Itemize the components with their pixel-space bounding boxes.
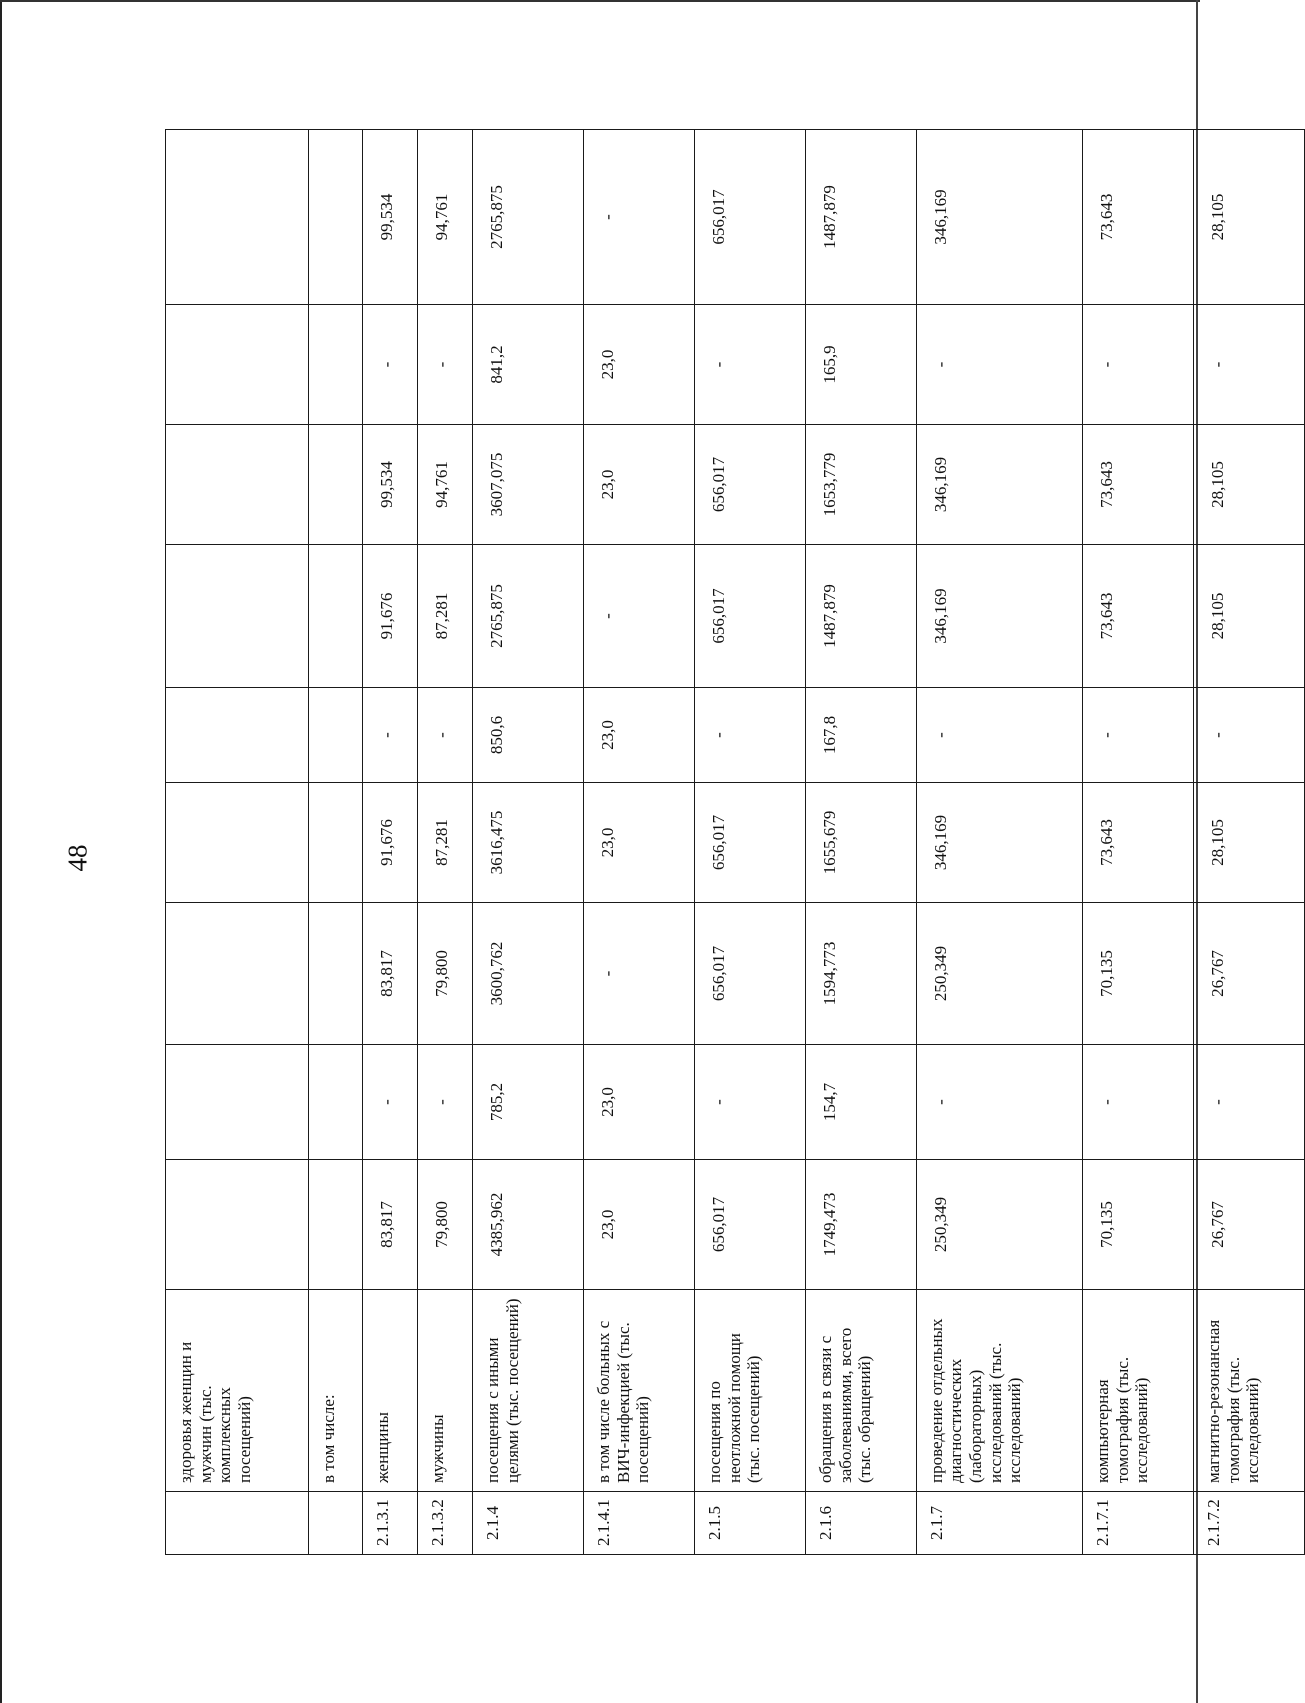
row-code-cell: 2.1.5: [695, 1492, 806, 1555]
table-row: [418, 130, 473, 1555]
value-cell: 850,6: [473, 688, 584, 783]
value-cell: 2765,875: [473, 130, 584, 305]
value-cell: 87,281: [418, 783, 473, 903]
value-cell: 785,2: [473, 1045, 584, 1160]
value-cell: [308, 783, 362, 903]
value-cell: [166, 130, 309, 305]
value-cell: 83,817: [362, 903, 417, 1045]
value-cell: [166, 1160, 309, 1290]
table-row: [1083, 130, 1194, 1555]
value-cell: [308, 903, 362, 1045]
value-cell: -: [695, 305, 806, 425]
table-row: [308, 130, 362, 1555]
row-label-cell: в том числе больных с ВИЧ-инфекцией (тыс. посещений): [584, 1290, 695, 1492]
row-label-cell: здоровья женщин и мужчин (тыс. комплексных посещений): [166, 1290, 309, 1492]
row-code-cell: 2.1.4.1: [584, 1492, 695, 1555]
value-cell: 1749,473: [806, 1160, 917, 1290]
page-number: 48: [62, 844, 93, 872]
scan-edge-top: [0, 0, 1200, 2]
table-row: [362, 130, 417, 1555]
row-label-cell: обращения в связи с заболеваниями, всего (тыс. обращений): [806, 1290, 917, 1492]
value-cell: 23,0: [584, 1160, 695, 1290]
value-cell: 1653,779: [806, 425, 917, 545]
value-cell: -: [1083, 688, 1194, 783]
value-cell: 3600,762: [473, 903, 584, 1045]
value-cell: 73,643: [1083, 425, 1194, 545]
value-cell: [308, 425, 362, 545]
value-cell: 2765,875: [473, 545, 584, 688]
value-cell: 250,349: [916, 903, 1082, 1045]
row-code-cell: 2.1.7: [916, 1492, 1082, 1555]
value-cell: -: [1194, 688, 1305, 783]
table-body: [166, 130, 1305, 1555]
value-cell: 346,169: [916, 130, 1082, 305]
table-row: [473, 130, 584, 1555]
value-cell: -: [916, 1045, 1082, 1160]
value-cell: -: [584, 130, 695, 305]
table-row: [806, 130, 917, 1555]
value-cell: [166, 688, 309, 783]
row-code-cell: 2.1.6: [806, 1492, 917, 1555]
row-label-cell: посещения по неотложной помощи (тыс. посещений): [695, 1290, 806, 1492]
value-cell: 26,767: [1194, 903, 1305, 1045]
value-cell: 250,349: [916, 1160, 1082, 1290]
value-cell: -: [584, 545, 695, 688]
statistics-table: [165, 129, 1305, 1555]
value-cell: 99,534: [362, 425, 417, 545]
value-cell: 4385,962: [473, 1160, 584, 1290]
row-label-cell: магнитно-резонансная томография (тыс. исследований): [1194, 1290, 1305, 1492]
value-cell: 23,0: [584, 688, 695, 783]
value-cell: 28,105: [1194, 545, 1305, 688]
value-cell: 73,643: [1083, 783, 1194, 903]
rotated-table-wrapper: [165, 130, 1305, 1555]
value-cell: 346,169: [916, 783, 1082, 903]
value-cell: [166, 545, 309, 688]
value-cell: [308, 1160, 362, 1290]
value-cell: -: [362, 1045, 417, 1160]
value-cell: 656,017: [695, 783, 806, 903]
value-cell: 83,817: [362, 1160, 417, 1290]
value-cell: 656,017: [695, 903, 806, 1045]
value-cell: 154,7: [806, 1045, 917, 1160]
value-cell: 656,017: [695, 545, 806, 688]
value-cell: 1655,679: [806, 783, 917, 903]
value-cell: 70,135: [1083, 1160, 1194, 1290]
scan-edge-left: [0, 0, 2, 1703]
row-code-cell: 2.1.7.2: [1194, 1492, 1305, 1555]
row-code-cell: [166, 1492, 309, 1555]
row-code-cell: 2.1.4: [473, 1492, 584, 1555]
value-cell: 73,643: [1083, 130, 1194, 305]
value-cell: [166, 425, 309, 545]
value-cell: 73,643: [1083, 545, 1194, 688]
value-cell: [308, 688, 362, 783]
value-cell: 28,105: [1194, 783, 1305, 903]
value-cell: -: [916, 688, 1082, 783]
row-label-cell: женщины: [362, 1290, 417, 1492]
row-code-cell: 2.1.3.1: [362, 1492, 417, 1555]
value-cell: 99,534: [362, 130, 417, 305]
value-cell: 165,9: [806, 305, 917, 425]
value-cell: 3607,075: [473, 425, 584, 545]
value-cell: 87,281: [418, 545, 473, 688]
value-cell: -: [584, 903, 695, 1045]
value-cell: [166, 903, 309, 1045]
row-label-cell: в том числе:: [308, 1290, 362, 1492]
value-cell: 91,676: [362, 783, 417, 903]
value-cell: 656,017: [695, 1160, 806, 1290]
value-cell: -: [418, 305, 473, 425]
value-cell: [308, 305, 362, 425]
table-row: [916, 130, 1082, 1555]
table-row: [1194, 130, 1305, 1555]
value-cell: 346,169: [916, 425, 1082, 545]
table-row: [166, 130, 309, 1555]
row-label-cell: посещения с иными целями (тыс. посещений): [473, 1290, 584, 1492]
value-cell: 23,0: [584, 425, 695, 545]
value-cell: 1487,879: [806, 545, 917, 688]
value-cell: [308, 1045, 362, 1160]
row-label-cell: мужчины: [418, 1290, 473, 1492]
value-cell: 1487,879: [806, 130, 917, 305]
value-cell: 94,761: [418, 130, 473, 305]
value-cell: -: [362, 305, 417, 425]
value-cell: 167,8: [806, 688, 917, 783]
table-row: [695, 130, 806, 1555]
value-cell: -: [695, 1045, 806, 1160]
table-row: [584, 130, 695, 1555]
value-cell: -: [418, 1045, 473, 1160]
row-label-cell: компьютерная томография (тыс. исследований): [1083, 1290, 1194, 1492]
value-cell: 656,017: [695, 130, 806, 305]
row-code-cell: 2.1.3.2: [418, 1492, 473, 1555]
value-cell: -: [362, 688, 417, 783]
value-cell: 23,0: [584, 1045, 695, 1160]
value-cell: 23,0: [584, 305, 695, 425]
value-cell: 3616,475: [473, 783, 584, 903]
value-cell: 346,169: [916, 545, 1082, 688]
value-cell: 79,800: [418, 1160, 473, 1290]
value-cell: 23,0: [584, 783, 695, 903]
value-cell: -: [1083, 1045, 1194, 1160]
value-cell: 70,135: [1083, 903, 1194, 1045]
value-cell: 28,105: [1194, 130, 1305, 305]
value-cell: 841,2: [473, 305, 584, 425]
row-label-cell: проведение отдельных диагностических (лабораторных) исследований (тыс. исследований): [916, 1290, 1082, 1492]
value-cell: [308, 130, 362, 305]
value-cell: [166, 305, 309, 425]
value-cell: 94,761: [418, 425, 473, 545]
value-cell: 91,676: [362, 545, 417, 688]
value-cell: [308, 545, 362, 688]
row-code-cell: [308, 1492, 362, 1555]
value-cell: 28,105: [1194, 425, 1305, 545]
value-cell: 1594,773: [806, 903, 917, 1045]
value-cell: -: [1194, 1045, 1305, 1160]
value-cell: -: [916, 305, 1082, 425]
value-cell: -: [1083, 305, 1194, 425]
value-cell: [166, 1045, 309, 1160]
value-cell: -: [695, 688, 806, 783]
value-cell: 656,017: [695, 425, 806, 545]
value-cell: -: [418, 688, 473, 783]
value-cell: -: [1194, 305, 1305, 425]
row-code-cell: 2.1.7.1: [1083, 1492, 1194, 1555]
value-cell: 79,800: [418, 903, 473, 1045]
value-cell: [166, 783, 309, 903]
value-cell: 26,767: [1194, 1160, 1305, 1290]
